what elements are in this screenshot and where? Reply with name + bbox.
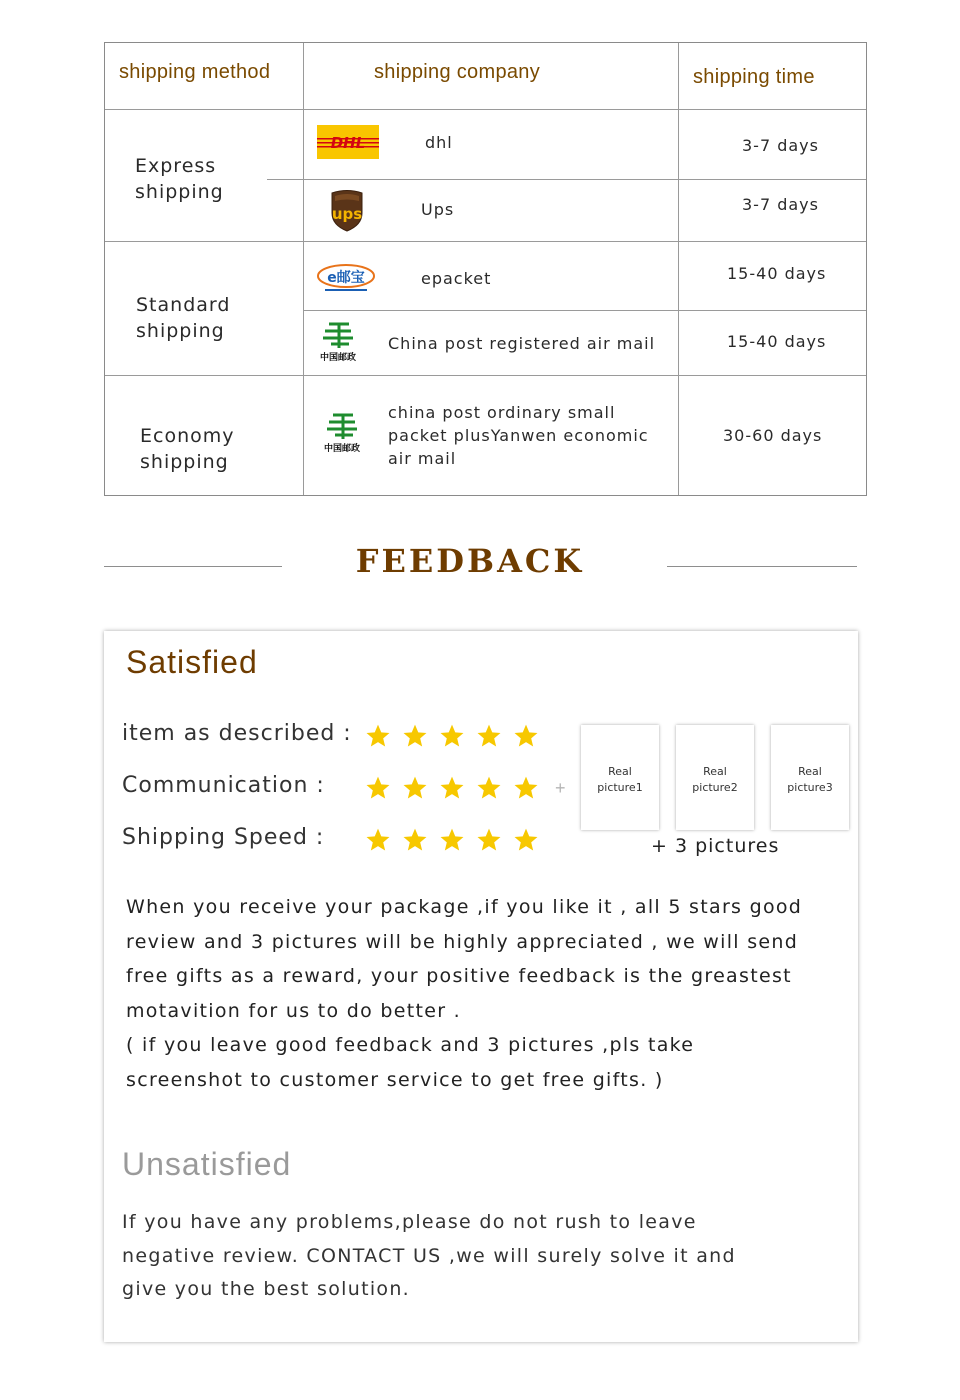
- star-icon: [365, 775, 391, 801]
- real-picture-placeholder: [581, 725, 659, 830]
- table-divider: [105, 109, 866, 110]
- svg-text:e邮宝: e邮宝: [327, 270, 365, 286]
- star-icon: [476, 723, 502, 749]
- star-icon: [402, 723, 428, 749]
- ups-logo: [329, 189, 365, 233]
- time-epacket: 15-40 days: [727, 264, 827, 283]
- rating-label-item-as-described: item as described :: [122, 721, 352, 746]
- shipping-table: [104, 42, 867, 496]
- real-picture-placeholder: [771, 725, 849, 830]
- unsatisfied-title: Unsatisfied: [122, 1146, 292, 1182]
- picture-label: picture2: [692, 781, 738, 794]
- company-china-post-ordinary: [388, 401, 649, 470]
- method-economy: [140, 423, 235, 475]
- table-divider: [303, 43, 304, 495]
- feedback-divider-right: [667, 566, 857, 567]
- picture-label: Real: [798, 765, 822, 778]
- company-line: air mail: [388, 449, 457, 468]
- method-line: shipping: [135, 181, 224, 203]
- star-icon: [439, 723, 465, 749]
- china-post-logo: [315, 320, 361, 364]
- message-line: screenshot to customer service to get free gifts. ): [126, 1068, 664, 1091]
- plus-icon: +: [555, 778, 566, 798]
- message-line: When you receive your package ,if you like it , all 5 stars good: [126, 896, 803, 918]
- pictures-caption: + 3 pictures: [651, 835, 780, 857]
- picture-label: picture3: [787, 781, 833, 794]
- picture-label: picture1: [597, 781, 643, 794]
- satisfied-message: [126, 890, 802, 1098]
- star-icon: [513, 827, 539, 853]
- method-line: shipping: [136, 320, 225, 342]
- rating-label-shipping-speed: Shipping Speed :: [122, 825, 325, 850]
- table-divider: [303, 310, 866, 311]
- dhl-logo: [317, 125, 379, 159]
- star-icon: [513, 723, 539, 749]
- table-divider: [105, 375, 866, 376]
- svg-text:中国邮政: 中国邮政: [319, 353, 357, 363]
- picture-label: Real: [703, 765, 727, 778]
- time-dhl: 3-7 days: [742, 136, 819, 155]
- table-divider: [267, 179, 866, 180]
- feedback-divider-left: [104, 566, 282, 567]
- time-china-post-registered: 15-40 days: [727, 332, 827, 351]
- svg-text:中国邮政: 中国邮政: [323, 444, 361, 454]
- rating-label-communication: Communication :: [122, 773, 325, 798]
- star-icon: [365, 723, 391, 749]
- china-post-logo: [319, 411, 365, 455]
- method-line: Standard: [136, 294, 231, 316]
- company-dhl: dhl: [425, 133, 453, 152]
- satisfied-title: Satisfied: [126, 644, 258, 680]
- message-line: give you the best solution.: [122, 1278, 411, 1301]
- company-china-post-registered: China post registered air mail: [388, 334, 656, 353]
- message-line: ( if you leave good feedback and 3 pictures ,pls take: [126, 1034, 695, 1057]
- company-line: china post ordinary small: [388, 403, 616, 422]
- star-icon: [365, 827, 391, 853]
- company-epacket: epacket: [421, 269, 492, 288]
- message-line: negative review. CONTACT US ,we will surely solve it and: [122, 1244, 736, 1267]
- table-divider: [678, 43, 679, 495]
- method-express: [135, 153, 224, 205]
- message-line: review and 3 pictures will be highly appreciated , we will send: [126, 930, 799, 953]
- method-line: Economy: [140, 425, 235, 447]
- svg-text:ups: ups: [331, 205, 363, 223]
- header-shipping-company: shipping company: [374, 61, 541, 83]
- time-ups: 3-7 days: [742, 195, 819, 214]
- epacket-logo: [315, 261, 377, 295]
- star-icon: [476, 775, 502, 801]
- star-icon: [476, 827, 502, 853]
- picture-label: Real: [608, 765, 632, 778]
- message-line: free gifts as a reward, your positive feedback is the greastest: [126, 965, 792, 988]
- header-shipping-method: shipping method: [119, 61, 271, 83]
- svg-text:DHL: DHL: [330, 134, 366, 152]
- message-line: If you have any problems,please do not rush to leave: [122, 1211, 697, 1233]
- message-line: motavition for us to do better .: [126, 999, 461, 1022]
- company-ups: Ups: [421, 200, 455, 219]
- star-icon: [402, 775, 428, 801]
- method-standard: [136, 292, 230, 344]
- company-line: packet plusYanwen economic: [388, 426, 649, 445]
- unsatisfied-message: [122, 1206, 736, 1307]
- star-icon: [402, 827, 428, 853]
- table-divider: [105, 241, 866, 242]
- method-line: Express: [135, 155, 217, 177]
- header-shipping-time: shipping time: [693, 66, 815, 88]
- star-icon: [439, 827, 465, 853]
- star-icon: [439, 775, 465, 801]
- star-icon: [513, 775, 539, 801]
- method-line: shipping: [140, 451, 229, 473]
- real-picture-placeholder: [676, 725, 754, 830]
- time-china-post-ordinary: 30-60 days: [723, 426, 823, 445]
- feedback-title: FEEDBACK: [355, 542, 585, 580]
